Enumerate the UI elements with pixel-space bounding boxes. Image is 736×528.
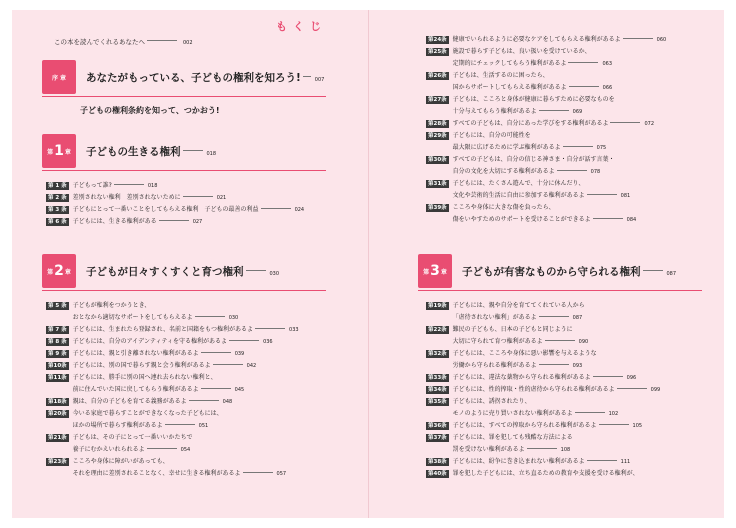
toc-entry <box>426 46 666 70</box>
entry-text: 子どもには、たくさん遊んで、十分に休んだり、 <box>452 180 585 187</box>
entry-text: 子どもが権利をつかうとき、 <box>72 302 151 309</box>
chapter-1-title: 子どもの生きる権利 018 <box>86 145 217 158</box>
chapter-2-heading <box>42 254 326 288</box>
leader-dots <box>539 364 569 365</box>
article-number-badge: 第18条 <box>48 399 67 405</box>
leader-dots <box>246 270 266 271</box>
entry-text: 子どもには、こころや身体に悪い影響を与えるような <box>452 350 597 357</box>
chapter-2-tag: 第 2 章 <box>42 254 76 288</box>
entry-text: 難民の子どもも、日本の子どもと同じように <box>452 326 573 333</box>
leader-dots <box>593 218 623 219</box>
chapter-2-rule <box>42 290 326 291</box>
entry-page-number: 054 <box>180 447 191 453</box>
entry-page-number: 036 <box>263 339 273 345</box>
article-number-badge: 第29条 <box>428 133 447 139</box>
article-number-badge: 第22条 <box>428 327 447 333</box>
leader-dots <box>195 316 225 317</box>
entry-text: 最大限に広げるために学ぶ権利があるよ <box>452 144 561 151</box>
entry-text: 子どもには、性的搾取・性的虐待から守られる権利があるよ <box>452 386 615 393</box>
toc-entry <box>426 396 660 420</box>
chapter-1-rule <box>42 170 326 171</box>
article-number-badge: 第34条 <box>428 387 447 393</box>
chapter-1-heading <box>42 134 326 168</box>
entry-page-number: 072 <box>644 121 655 127</box>
article-number-badge: 第24条 <box>428 37 447 43</box>
article-number-badge: 第37条 <box>428 435 447 441</box>
article-number-badge: 第28条 <box>428 121 447 127</box>
article-number-badge: 第11条 <box>48 375 67 381</box>
article-number-badge: 第36条 <box>428 423 447 429</box>
toc-entry <box>46 180 304 192</box>
toc-entry <box>426 94 666 118</box>
entry-text: 親は、自分の子どもを育てる義務があるよ <box>72 398 187 405</box>
entry-text: 子どもには、生まれたら登録され、名前と国籍をもつ権利があるよ <box>72 326 254 333</box>
entry-text: 差別されない権利 差別されないために <box>72 194 181 201</box>
article-number-badge: 第31条 <box>428 181 447 187</box>
entry-text: 子どもは、こころと身体が健康に暮らすために必要なものを <box>452 96 615 103</box>
entry-page-number: 060 <box>656 37 667 43</box>
entry-page-number: 039 <box>234 351 245 357</box>
article-number-badge: 第 7 条 <box>48 327 67 333</box>
entry-page-number: 021 <box>216 195 227 201</box>
leader-dots <box>243 472 273 473</box>
leader-dots <box>610 122 640 123</box>
entry-text: それを理由に差別されることなく、幸せに生きる権利があるよ <box>72 470 241 477</box>
chapter-1-list <box>46 180 304 228</box>
toc-entry <box>426 34 666 46</box>
leader-dots <box>255 328 285 329</box>
leader-dots <box>539 110 569 111</box>
leader-dots <box>575 412 605 413</box>
entry-text: 大切に守られて育つ権利があるよ <box>452 338 543 345</box>
toc-entry <box>426 432 660 456</box>
entry-text: 自分の文化を大切にする権利があるよ <box>452 168 555 175</box>
article-number-badge: 第 2 条 <box>48 195 67 201</box>
entry-text: 前に住んでいた国に戻してもらう権利があるよ <box>72 386 199 393</box>
leader-dots <box>593 376 623 377</box>
leader-dots <box>147 40 177 41</box>
entry-text: 子どもには、すべての搾取から守られる権利があるよ <box>452 422 597 429</box>
leader-dots <box>557 170 587 171</box>
article-number-badge: 第 3 条 <box>48 207 67 213</box>
prologue-tag: 序 章 <box>42 60 76 94</box>
entry-page-number: 090 <box>578 339 589 345</box>
article-number-badge: 第23条 <box>48 459 67 465</box>
leader-dots <box>201 388 231 389</box>
toc-entry <box>46 216 304 228</box>
lead-page: 002 <box>183 40 193 46</box>
entry-text: 子どもには、親と引き離されない権利があるよ <box>72 350 199 357</box>
entry-text: 養子にむかえいれられるよ <box>72 446 145 453</box>
article-number-badge: 第10条 <box>48 363 67 369</box>
lead-text: この本を読んでくれるあなたへ <box>54 38 145 46</box>
entry-text: こころや身体に障がいがあっても、 <box>72 458 169 465</box>
entry-text: 国からサポートしてもらえる権利があるよ <box>452 84 567 91</box>
lead-entry <box>54 37 193 46</box>
toc-entry <box>426 468 660 480</box>
entry-page-number: 078 <box>590 169 601 175</box>
leader-dots <box>587 460 617 461</box>
leader-dots <box>183 196 213 197</box>
entry-text: すべての子どもは、自分の信じる神さま・自分が話す言葉・ <box>452 156 615 163</box>
article-number-badge: 第33条 <box>428 375 447 381</box>
entry-page-number: 048 <box>222 399 233 405</box>
toc-entry <box>46 204 304 216</box>
entry-page-number: 066 <box>602 85 613 91</box>
chapter-3-tag: 第 3 章 <box>418 254 452 288</box>
article-number-badge: 第30条 <box>428 157 447 163</box>
toc-entry <box>46 456 299 480</box>
entry-text: 子どもは、生活するのに困ったら、 <box>452 72 549 79</box>
chapter-3-rule <box>418 290 702 291</box>
entry-text: 罪を犯した子どもには、立ち直るための教育や支援を受ける権利が、 <box>452 470 639 477</box>
entry-page-number: 099 <box>650 387 661 393</box>
entry-page-number: 111 <box>620 459 631 465</box>
toc-entry <box>46 300 299 324</box>
leader-dots <box>568 62 598 63</box>
entry-page-number: 087 <box>572 315 583 321</box>
toc-entry <box>426 70 666 94</box>
entry-text: 傷をいやすためのサポートを受けることができるよ <box>452 216 591 223</box>
entry-text: 十分与えてもらう権利があるよ <box>452 108 537 115</box>
entry-text: 子どもには、勝手に別の国へ連れ去られない権利と、 <box>72 374 217 381</box>
article-number-badge: 第 9 条 <box>48 351 67 357</box>
chapter-3-list <box>426 300 660 480</box>
leader-dots <box>183 150 203 151</box>
article-number-badge: 第20条 <box>48 411 67 417</box>
leader-dots <box>201 352 231 353</box>
chapter-2-list <box>46 300 299 480</box>
prologue-subtitle: 子どもの権利条約を知って、つかおう! <box>80 106 220 115</box>
leader-dots <box>159 220 189 221</box>
article-number-badge: 第 1 条 <box>48 183 67 189</box>
toc-entry <box>46 348 299 360</box>
entry-text: ほかの場所で暮らす権利があるよ <box>72 422 163 429</box>
entry-page-number: 081 <box>620 193 631 199</box>
entry-text: 子どもは、その子にとって一番いいかたちで <box>72 434 193 441</box>
entry-text: 文化や芸術的生活に自由に参加する権利があるよ <box>452 192 585 199</box>
toc-entry <box>46 372 299 396</box>
toc-entry <box>426 372 660 384</box>
entry-text: 罰を受けない権利があるよ <box>452 446 525 453</box>
entry-page-number: 042 <box>246 363 257 369</box>
entry-page-number: 075 <box>596 145 607 151</box>
article-number-badge: 第26条 <box>428 73 447 79</box>
leader-dots <box>623 38 653 39</box>
toc-entry <box>46 360 299 372</box>
toc-entry <box>426 384 660 396</box>
toc-entry <box>426 130 666 154</box>
article-number-badge: 第35条 <box>428 399 447 405</box>
toc-entry <box>426 300 660 324</box>
article-number-badge: 第 6 条 <box>48 219 67 225</box>
entry-text: 子どもには、誘拐されたり、 <box>452 398 531 405</box>
article-number-badge: 第21条 <box>48 435 67 441</box>
entry-page-number: 051 <box>198 423 209 429</box>
entry-page-number: 102 <box>608 411 619 417</box>
toc-entry <box>46 324 299 336</box>
leader-dots <box>539 316 569 317</box>
chapter-3-heading <box>418 254 702 288</box>
entry-text: 子どもにとって一番いことをしてもらえる権利 子どもの最善の利益 <box>72 206 259 213</box>
leader-dots <box>189 400 219 401</box>
page-title: もくじ <box>276 20 327 33</box>
toc-entry <box>46 432 299 456</box>
toc-entry <box>46 408 299 432</box>
toc-entry <box>426 154 666 178</box>
entry-text: 子どもには、自分の可能性を <box>452 132 531 139</box>
entry-text: 今いる家庭で暮らすことができなくなった子どもには、 <box>72 410 223 417</box>
entry-text: 定期的にチェックしてもらう権利があるよ <box>452 60 567 67</box>
entry-text: すべての子どもは、自分にあった学びをする権利があるよ <box>452 120 609 127</box>
leader-dots <box>569 86 599 87</box>
entry-page-number: 069 <box>572 109 583 115</box>
leader-dots <box>643 270 663 271</box>
entry-text: 施設で暮らす子どもは、良い扱いを受けているか、 <box>452 48 591 55</box>
chapter-2-title: 子どもが日々すくすくと育つ権利 030 <box>86 265 280 278</box>
chapter-2-continued-list <box>426 34 666 226</box>
entry-page-number: 108 <box>560 447 571 453</box>
leader-dots <box>527 448 557 449</box>
leader-dots <box>213 364 243 365</box>
entry-page-number: 063 <box>602 61 613 67</box>
entry-text: 子どもには、罪を犯しても残酷な方法による <box>452 434 573 441</box>
article-number-badge: 第25条 <box>428 49 447 55</box>
entry-text: 健康でいられるように必要なケアをしてもらえる権利があるよ <box>452 36 621 43</box>
entry-page-number: 030 <box>228 315 239 321</box>
entry-page-number: 093 <box>572 363 583 369</box>
entry-text: 子どもには、親や自分を育ててくれている人から <box>452 302 585 309</box>
prologue-title: あなたがもっている、子どもの権利を知ろう! 007 <box>86 71 325 84</box>
entry-text: 子どもには、生きる権利がある <box>72 218 157 225</box>
toc-entry <box>46 396 299 408</box>
toc-entry <box>426 202 666 226</box>
leader-dots <box>165 424 195 425</box>
entry-page-number: 033 <box>289 327 299 333</box>
entry-text: 子どもって誰? <box>72 182 112 189</box>
toc-entry <box>426 178 666 202</box>
entry-page-number: 024 <box>294 207 305 213</box>
entry-text: 子どもには、紛争に巻き込まれない権利があるよ <box>452 458 585 465</box>
leader-dots <box>617 388 647 389</box>
article-number-badge: 第 8 条 <box>48 339 67 345</box>
chapter-1-tag: 第 1 章 <box>42 134 76 168</box>
toc-entry <box>46 192 304 204</box>
entry-page-number: 105 <box>632 423 643 429</box>
entry-page-number: 084 <box>626 217 637 223</box>
article-number-badge: 第27条 <box>428 97 447 103</box>
entry-page-number: 018 <box>147 183 158 189</box>
leader-dots <box>587 194 617 195</box>
chapter-3-title: 子どもが有害なものから守られる権利 087 <box>462 265 677 278</box>
entry-text: 労働から守られる権利があるよ <box>452 362 537 369</box>
entry-page-number: 045 <box>234 387 245 393</box>
prologue-heading <box>42 60 326 94</box>
entry-text: こころや身体に大きな傷を負ったら、 <box>452 204 555 211</box>
toc-entry <box>426 324 660 348</box>
entry-text: 子どもには、自分のアイデンティティを守る権利があるよ <box>72 338 228 345</box>
article-number-badge: 第39条 <box>428 205 447 211</box>
leader-dots <box>261 208 291 209</box>
leader-dots <box>545 340 575 341</box>
leader-dots <box>229 340 259 341</box>
article-number-badge: 第38条 <box>428 459 447 465</box>
article-number-badge: 第32条 <box>428 351 447 357</box>
leader-dots <box>563 146 593 147</box>
article-number-badge: 第 5 条 <box>48 303 67 309</box>
entry-page-number: 096 <box>626 375 637 381</box>
toc-entry <box>426 118 666 130</box>
prologue-rule <box>42 96 326 97</box>
entry-text: 「虐待されない権利」があるよ <box>452 314 537 321</box>
article-number-badge: 第19条 <box>428 303 447 309</box>
entry-page-number: 027 <box>192 219 203 225</box>
leader-dots <box>147 448 177 449</box>
page-top-margin <box>12 0 724 10</box>
toc-entry <box>426 348 660 372</box>
leader-dots <box>599 424 629 425</box>
toc-entry <box>426 420 660 432</box>
entry-text: 子どもには、違法な薬物から守られる権利があるよ <box>452 374 591 381</box>
leader-dots <box>303 76 311 77</box>
entry-text: モノのように売り買いされない権利があるよ <box>452 410 573 417</box>
entry-page-number: 057 <box>276 471 287 477</box>
entry-text: おとなから適切なサポートをしてもらえるよ <box>72 314 193 321</box>
toc-entry <box>426 456 660 468</box>
page-fold <box>368 10 369 518</box>
leader-dots <box>114 184 144 185</box>
toc-entry <box>46 336 299 348</box>
article-number-badge: 第40条 <box>428 471 447 477</box>
entry-text: 子どもには、別の国で暮らす親と会う権利があるよ <box>72 362 211 369</box>
